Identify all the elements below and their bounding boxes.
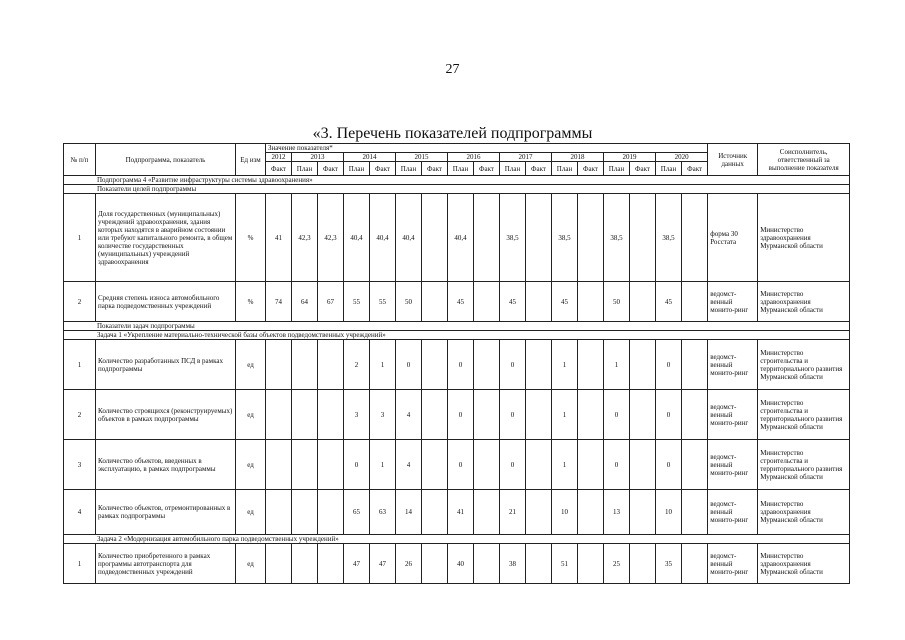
header-responsible: Соисполнитель, ответственный за выполнение показателя — [758, 144, 850, 176]
value-cell: 21 — [500, 490, 526, 535]
value-cell — [630, 440, 656, 490]
table-row — [64, 194, 850, 282]
value-cell — [682, 490, 708, 535]
value-cell — [266, 440, 292, 490]
value-cell — [526, 194, 552, 282]
value-cell: 0 — [604, 440, 630, 490]
responsible: Министерство здравоохранения Мурманской области — [758, 194, 850, 282]
header-values: Значение показателя* — [266, 144, 708, 153]
value-cell — [422, 282, 448, 322]
value-cell: 0 — [344, 440, 370, 490]
row-number: 4 — [64, 490, 96, 535]
value-cell — [292, 390, 318, 440]
value-cell — [318, 544, 344, 584]
value-cell — [474, 194, 500, 282]
unit: % — [236, 282, 266, 322]
header-year: 2012 — [266, 153, 292, 162]
responsible: Министерство строительства и территориального развития Мурманской области — [758, 390, 850, 440]
value-cell — [266, 390, 292, 440]
value-cell: 55 — [344, 282, 370, 322]
value-cell — [318, 490, 344, 535]
value-cell: 0 — [396, 340, 422, 390]
value-cell — [630, 194, 656, 282]
value-cell — [266, 544, 292, 584]
value-cell: 42,3 — [318, 194, 344, 282]
value-cell: 64 — [292, 282, 318, 322]
value-cell: 13 — [604, 490, 630, 535]
unit: ед — [236, 340, 266, 390]
value-cell — [630, 490, 656, 535]
value-cell: 3 — [370, 390, 396, 440]
value-cell: 51 — [552, 544, 578, 584]
header-year: 2020 — [656, 153, 708, 162]
value-cell — [266, 340, 292, 390]
value-cell — [474, 544, 500, 584]
header-plan-fact: Факт — [318, 162, 344, 176]
value-cell: 55 — [370, 282, 396, 322]
value-cell — [292, 544, 318, 584]
header-plan-fact: План — [604, 162, 630, 176]
value-cell: 0 — [500, 340, 526, 390]
value-cell: 3 — [344, 390, 370, 440]
row-number: 2 — [64, 390, 96, 440]
value-cell: 10 — [552, 490, 578, 535]
value-cell: 47 — [344, 544, 370, 584]
value-cell: 41 — [266, 194, 292, 282]
value-cell — [474, 390, 500, 440]
value-cell: 25 — [604, 544, 630, 584]
value-cell — [318, 440, 344, 490]
value-cell: 0 — [604, 390, 630, 440]
value-cell: 40,4 — [370, 194, 396, 282]
value-cell — [292, 490, 318, 535]
value-cell: 40 — [448, 544, 474, 584]
header-year: 2014 — [344, 153, 396, 162]
value-cell — [578, 440, 604, 490]
value-cell — [474, 490, 500, 535]
header-plan-fact: Факт — [266, 162, 292, 176]
value-cell: 45 — [500, 282, 526, 322]
header-plan-fact: План — [344, 162, 370, 176]
header-plan-fact: План — [292, 162, 318, 176]
responsible: Министерство здравоохранения Мурманской области — [758, 282, 850, 322]
header-year: 2013 — [292, 153, 344, 162]
table-row — [64, 390, 850, 440]
value-cell — [526, 282, 552, 322]
value-cell: 2 — [344, 340, 370, 390]
value-cell: 38,5 — [500, 194, 526, 282]
value-cell — [630, 390, 656, 440]
value-cell: 1 — [604, 340, 630, 390]
value-cell: 10 — [656, 490, 682, 535]
unit: ед — [236, 440, 266, 490]
value-cell: 50 — [604, 282, 630, 322]
row-number: 1 — [64, 194, 96, 282]
indicator-name: Количество приобретенного в рамках программы автотранспорта для подведомственных учреждений — [96, 544, 236, 584]
data-source: ведомст-венный монито-ринг — [708, 282, 758, 322]
value-cell: 65 — [344, 490, 370, 535]
value-cell: 38,5 — [604, 194, 630, 282]
section-row: Подпрограмма 4 «Развитие инфраструктуры системы здравоохранения» — [64, 176, 850, 185]
indicator-name: Количество разработанных ПСД в рамках подпрограммы — [96, 340, 236, 390]
value-cell: 45 — [448, 282, 474, 322]
indicator-name: Количество объектов, отремонтированных в рамках подпрограммы — [96, 490, 236, 535]
table-row — [64, 440, 850, 490]
value-cell — [422, 490, 448, 535]
unit: ед — [236, 544, 266, 584]
value-cell: 63 — [370, 490, 396, 535]
data-source: ведомст-венный монито-ринг — [708, 544, 758, 584]
header-name: Подпрограмма, показатель — [96, 144, 236, 176]
header-plan-fact: Факт — [422, 162, 448, 176]
value-cell — [526, 440, 552, 490]
header-year: 2018 — [552, 153, 604, 162]
value-cell: 1 — [552, 440, 578, 490]
value-cell: 4 — [396, 440, 422, 490]
indicator-name: Доля государственных (муниципальных) учреждений здравоохранения, здания которых находятся в аварийном состоянии или требуют капитального ремонта, в общем количестве государственных (муниципальных) учреждений здравоохранения — [96, 194, 236, 282]
value-cell: 38 — [500, 544, 526, 584]
value-cell: 50 — [396, 282, 422, 322]
header-plan-fact: Факт — [474, 162, 500, 176]
header-plan-fact: План — [656, 162, 682, 176]
value-cell: 45 — [552, 282, 578, 322]
section-row: Задача 2 «Модернизация автомобильного парка подведомственных учреждений» — [64, 535, 850, 544]
indicator-name: Средняя степень износа автомобильного парка подведомственных учреждений — [96, 282, 236, 322]
header-plan-fact: Факт — [682, 162, 708, 176]
header-plan-fact: План — [448, 162, 474, 176]
value-cell — [422, 544, 448, 584]
value-cell: 1 — [552, 340, 578, 390]
value-cell — [526, 490, 552, 535]
value-cell: 0 — [448, 440, 474, 490]
table-row — [64, 282, 850, 322]
value-cell: 41 — [448, 490, 474, 535]
document-title: «3. Перечень показателей подпрограммы — [312, 125, 593, 142]
value-cell: 4 — [396, 390, 422, 440]
value-cell — [422, 194, 448, 282]
value-cell: 67 — [318, 282, 344, 322]
value-cell — [630, 544, 656, 584]
value-cell: 38,5 — [552, 194, 578, 282]
row-number: 1 — [64, 544, 96, 584]
header-num: № п/п — [64, 144, 96, 176]
value-cell — [474, 340, 500, 390]
value-cell: 38,5 — [656, 194, 682, 282]
value-cell: 47 — [370, 544, 396, 584]
value-cell — [474, 282, 500, 322]
header-plan-fact: План — [396, 162, 422, 176]
section-row: Показатели целей подпрограммы — [64, 185, 850, 194]
table-row — [64, 544, 850, 584]
value-cell: 0 — [500, 390, 526, 440]
value-cell: 14 — [396, 490, 422, 535]
header-plan-fact: План — [500, 162, 526, 176]
value-cell — [682, 390, 708, 440]
unit: ед — [236, 490, 266, 535]
header-source: Источник данных — [708, 144, 758, 176]
value-cell — [578, 340, 604, 390]
value-cell: 74 — [266, 282, 292, 322]
value-cell — [422, 340, 448, 390]
header-year: 2019 — [604, 153, 656, 162]
value-cell — [422, 440, 448, 490]
value-cell: 1 — [370, 440, 396, 490]
value-cell — [578, 390, 604, 440]
indicator-name: Количество объектов, введенных в эксплуатацию, в рамках подпрограммы — [96, 440, 236, 490]
value-cell — [630, 282, 656, 322]
value-cell — [526, 544, 552, 584]
row-number: 1 — [64, 340, 96, 390]
value-cell: 1 — [370, 340, 396, 390]
value-cell — [682, 194, 708, 282]
value-cell — [578, 490, 604, 535]
value-cell — [526, 390, 552, 440]
responsible: Министерство здравоохранения Мурманской области — [758, 544, 850, 584]
value-cell — [578, 282, 604, 322]
section-row: Задача 1 «Укрепление материально-технической базы объектов подведомственных учреждений» — [64, 331, 850, 340]
header-year: 2015 — [396, 153, 448, 162]
value-cell — [266, 490, 292, 535]
unit: ед — [236, 390, 266, 440]
header-year: 2016 — [448, 153, 500, 162]
page-number: 27 — [445, 62, 460, 77]
header-plan-fact: Факт — [630, 162, 656, 176]
value-cell: 40,4 — [344, 194, 370, 282]
value-cell: 0 — [656, 340, 682, 390]
value-cell — [422, 390, 448, 440]
section-row: Показатели задач подпрограммы — [64, 322, 850, 331]
unit: % — [236, 194, 266, 282]
value-cell — [578, 194, 604, 282]
value-cell — [578, 544, 604, 584]
value-cell: 0 — [656, 440, 682, 490]
value-cell: 0 — [448, 390, 474, 440]
data-source: форма 30 Росстата — [708, 194, 758, 282]
header-plan-fact: Факт — [370, 162, 396, 176]
data-source: ведомст-венный монито-ринг — [708, 340, 758, 390]
indicator-name: Количество строящихся (реконструируемых) объектов в рамках подпрограммы — [96, 390, 236, 440]
value-cell: 26 — [396, 544, 422, 584]
value-cell — [682, 340, 708, 390]
value-cell — [292, 440, 318, 490]
value-cell — [682, 440, 708, 490]
header-plan-fact: Факт — [526, 162, 552, 176]
header-year: 2017 — [500, 153, 552, 162]
header-plan-fact: Факт — [578, 162, 604, 176]
table-row — [64, 490, 850, 535]
value-cell — [682, 544, 708, 584]
value-cell: 0 — [500, 440, 526, 490]
value-cell: 0 — [448, 340, 474, 390]
value-cell — [318, 340, 344, 390]
data-source: ведомст-венный монито-ринг — [708, 390, 758, 440]
row-number: 2 — [64, 282, 96, 322]
value-cell: 42,3 — [292, 194, 318, 282]
value-cell — [526, 340, 552, 390]
table-row — [64, 340, 850, 390]
data-source: ведомст-венный монито-ринг — [708, 490, 758, 535]
header-unit: Ед изм — [236, 144, 266, 176]
responsible: Министерство строительства и территориального развития Мурманской области — [758, 340, 850, 390]
value-cell — [474, 440, 500, 490]
value-cell — [292, 340, 318, 390]
value-cell — [630, 340, 656, 390]
value-cell — [318, 390, 344, 440]
value-cell: 40,4 — [448, 194, 474, 282]
value-cell: 1 — [552, 390, 578, 440]
row-number: 3 — [64, 440, 96, 490]
value-cell: 40,4 — [396, 194, 422, 282]
responsible: Министерство строительства и территориального развития Мурманской области — [758, 440, 850, 490]
value-cell: 35 — [656, 544, 682, 584]
indicators-table — [63, 143, 850, 584]
header-plan-fact: План — [552, 162, 578, 176]
value-cell: 0 — [656, 390, 682, 440]
responsible: Министерство здравоохранения Мурманской области — [758, 490, 850, 535]
data-source: ведомст-венный монито-ринг — [708, 440, 758, 490]
value-cell — [682, 282, 708, 322]
value-cell: 45 — [656, 282, 682, 322]
